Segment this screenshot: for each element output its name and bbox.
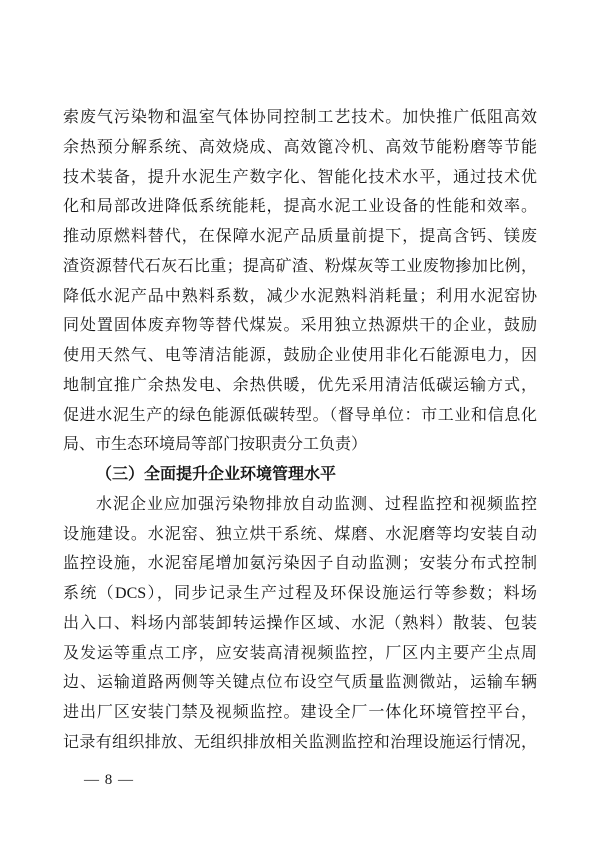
text-line: 记录有组织排放、无组织排放相关监测监控和治理设施运行情况， [63, 733, 537, 751]
text-line: 同处置固体废弃物等替代煤炭。采用独立热源烘干的企业，鼓励 [63, 317, 537, 335]
text-line: 促进水泥生产的绿色能源低碳转型。（督导单位：市工业和信息化 [63, 406, 537, 424]
text-line: 化和局部改进降低系统能耗，提高水泥工业设备的性能和效率。 [63, 198, 537, 216]
text-line: 设施建设。水泥窑、独立烘干系统、煤磨、水泥磨等均安装自动 [63, 525, 537, 543]
text-line: 索废气污染物和温室气体协同控制工艺技术。加快推广低阻高效 [63, 109, 537, 126]
text-line: 出入口、料场内部装卸转运操作区域、水泥（熟料）散装、包装 [63, 614, 537, 632]
text-line: 边、运输道路两侧等关键点位布设空气质量监测微站，运输车辆 [63, 674, 537, 692]
text-line: 推动原燃料替代，在保障水泥产品质量前提下，提高含钙、镁废 [63, 228, 537, 245]
text-line-paragraph-start: 水泥企业应加强污染物排放自动监测、过程监控和视频监控 [96, 495, 537, 513]
text-line: 渣资源替代石灰石比重；提高矿渣、粉煤灰等工业废物掺加比例， [63, 257, 537, 275]
text-line: 地制宜推广余热发电、余热供暖，优先采用清洁低碳运输方式， [63, 376, 537, 394]
text-line: 降低水泥产品中熟料系数，减少水泥熟料消耗量；利用水泥窑协 [63, 287, 537, 305]
page-number: — 8 — [84, 772, 134, 788]
text-line: 使用天然气、电等清洁能源，鼓励企业使用非化石能源电力，因 [63, 347, 537, 364]
text-line: 系统（DCS），同步记录生产过程及环保设施运行等参数；料场 [63, 585, 537, 602]
text-line: 进出厂区安装门禁及视频监控。建设全厂一体化环境管控平台， [63, 704, 537, 721]
text-line: 技术装备，提升水泥生产数字化、智能化技术水平，通过技术优 [63, 168, 537, 186]
text-line: 及发运等重点工序，应安装高清视频监控，厂区内主要产尘点周 [63, 644, 537, 662]
section-heading: （三）全面提升企业环境管理水平 [96, 466, 337, 483]
text-line: 余热预分解系统、高效烧成、高效篦冷机、高效节能粉磨等节能 [63, 138, 537, 156]
text-line: 监控设施，水泥窑尾增加氨污染因子自动监测；安装分布式控制 [63, 555, 537, 573]
text-line-paragraph-end: 局、市生态环境局等部门按职责分工负责） [63, 436, 368, 454]
document-body [63, 103, 537, 758]
